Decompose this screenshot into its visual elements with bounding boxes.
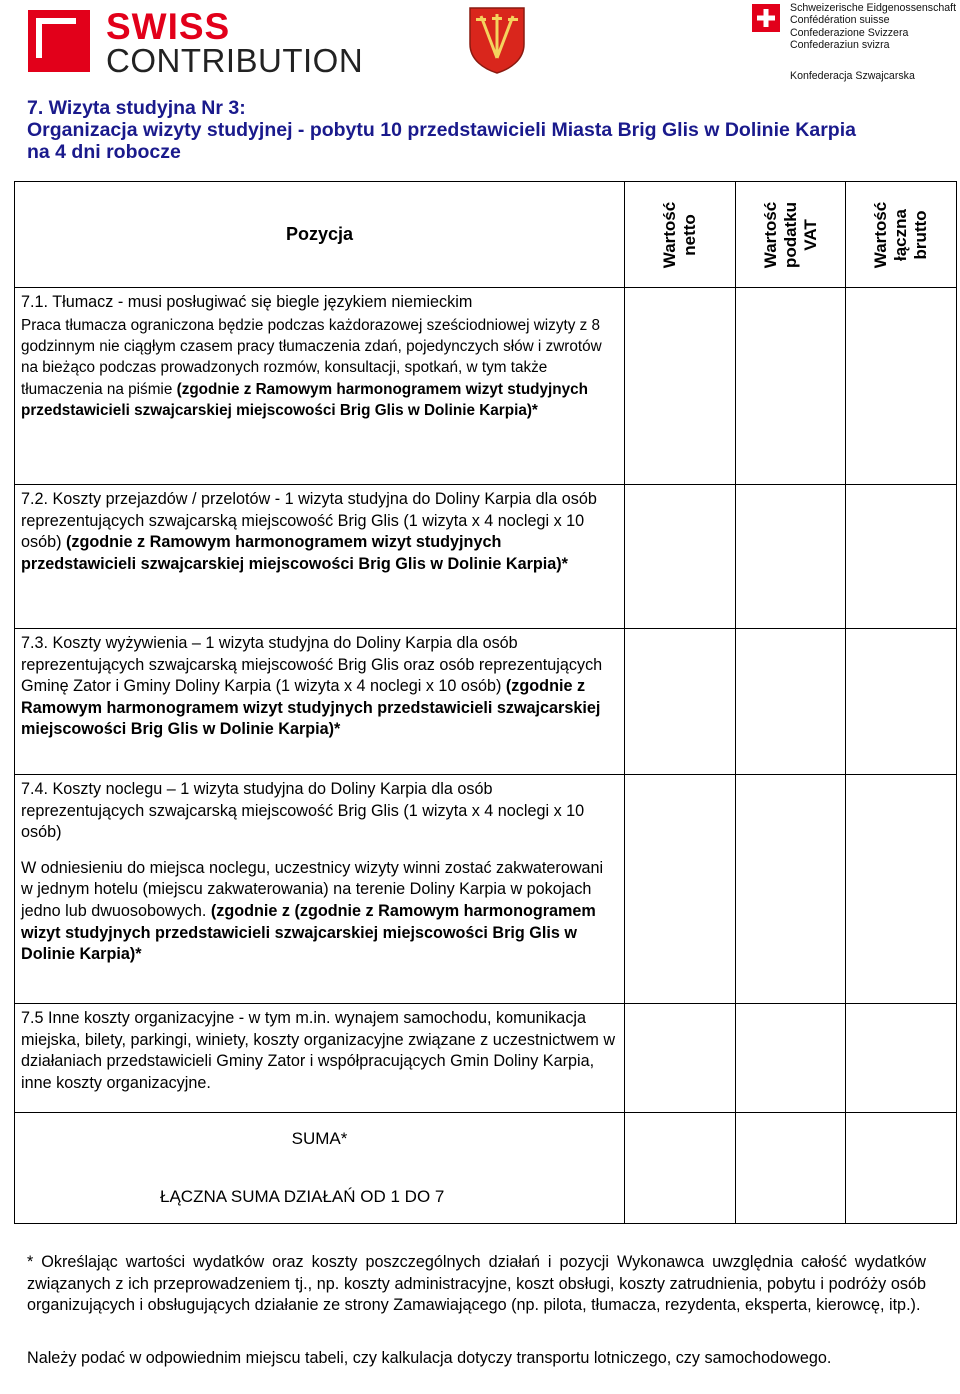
row-7-2-bold: (zgodnie z Ramowym harmonogramem wizyt studyjnych przedstawicieli szwajcarskiej miejscowości Brig Glis w Dolinie Karpia)* bbox=[21, 533, 568, 573]
sum-row bbox=[15, 1113, 957, 1224]
cell-vat-sum[interactable] bbox=[736, 1113, 846, 1224]
swiss-confederation-logo bbox=[752, 2, 958, 82]
col-header-vat bbox=[736, 182, 846, 288]
cost-table bbox=[14, 181, 957, 1224]
swiss-word: SWISS bbox=[106, 6, 231, 47]
row-7-4-plain2: W odniesieniu do miejsca noclegu, uczestnicy wizyty winni zostać zakwaterowani w jednym hotelu (miejscu zakwaterowania) na terenie Doliny Karpia w pokojach jedno lub dwuosobowych. bbox=[21, 858, 604, 920]
col-header-pozycja: Pozycja bbox=[15, 182, 625, 288]
heading-line-2: Organizacja wizyty studyjnej - pobytu 10 przedstawicieli Miasta Brig Glis w Dolinie Karpia bbox=[27, 119, 856, 141]
cell-netto-sum[interactable] bbox=[625, 1113, 736, 1224]
row-7-4-bold: (zgodnie z (zgodnie z Ramowym harmonogramem wizyt studyjnych przedstawicieli szwajcarskiej miejscowości Brig Glis w Dolinie Karpia)* bbox=[21, 901, 596, 964]
cell-vat[interactable] bbox=[736, 485, 846, 629]
header-netto-line2: netto bbox=[680, 213, 699, 256]
footnote-1: * Określając wartości wydatków oraz koszty poszczególnych działań i pozycji Wykonawca uwzględnia całość wydatków związanych z ich przeprowadzeniem tj., np. koszty administracyjne, koszt obsługi, koszty zatrudnienia, pobytu i podróży osób organizujących i obsługujących działanie ze strony Zamawiającego (np. pilota, tłumacza, rezydenta, eksperta, kierowcę, itp.). bbox=[27, 1253, 926, 1314]
row-7-2-text bbox=[15, 485, 624, 575]
row-7-4-plain: 7.4. Koszty noclegu – 1 wizyta studyjna do Doliny Karpia dla osób reprezentujących szwajcarską miejscowość Brig Glis (1 wizyta x 4 noclegi x 10 osób) bbox=[21, 780, 585, 842]
cell-netto[interactable] bbox=[625, 775, 736, 1004]
cell-brutto[interactable] bbox=[846, 629, 957, 775]
cell-netto[interactable] bbox=[625, 1004, 736, 1113]
row-7-3-bold: (zgodnie z Ramowym harmonogramem wizyt studyjnych przedstawicieli szwajcarskiej miejscowości Brig Glis w Dolinie Karpia)* bbox=[21, 677, 601, 739]
header-netto-line1: Wartość bbox=[660, 201, 679, 268]
table-header-row bbox=[15, 182, 957, 288]
swiss-contribution-logo bbox=[28, 6, 364, 79]
header-brutto-line3: brutto bbox=[911, 209, 930, 260]
cell-vat[interactable] bbox=[736, 288, 846, 485]
cell-vat[interactable] bbox=[736, 1004, 846, 1113]
cell-netto[interactable] bbox=[625, 288, 736, 485]
cell-brutto[interactable] bbox=[846, 288, 957, 485]
table-row bbox=[15, 288, 957, 485]
footnote-2: Należy podać w odpowiednim miejscu tabeli, czy kalkulacja dotyczy transportu lotniczego, czy samochodowego. bbox=[27, 1349, 832, 1367]
row-7-2-plain: 7.2. Koszty przejazdów / przelotów - 1 wizyta studyjna do Doliny Karpia dla osób reprezentujących szwajcarską miejscowość Brig Glis (1 wizyta x 4 noclegi x 10 osób) bbox=[21, 490, 597, 552]
row-7-1-text bbox=[15, 288, 624, 422]
confed-line-pl: Konfederacja Szwajcarska bbox=[790, 70, 915, 82]
suma-label: SUMA* bbox=[291, 1129, 348, 1148]
heading-line-1: 7. Wizyta studyjna Nr 3: bbox=[27, 97, 246, 119]
table-row bbox=[15, 1004, 957, 1113]
heading-line-3: na 4 dni robocze bbox=[27, 141, 181, 163]
table-row bbox=[15, 485, 957, 629]
table-row bbox=[15, 629, 957, 775]
coat-of-arms-icon bbox=[468, 6, 526, 74]
cell-netto[interactable] bbox=[625, 485, 736, 629]
row-7-1-note: Praca tłumacza ograniczona będzie podczas każdorazowej sześciodniowej wizyty z 8 godzinnym nie ciągłym czasem pracy tłumaczenia zdań, pojedynczych słów i zwrotów na bieżąco podczas prowadzonych rozmów, konsultacji, spotkań, w tym także tłumaczenia na piśmie bbox=[21, 316, 602, 398]
confed-line-rm: Confederaziun svizra bbox=[790, 39, 890, 52]
cell-brutto[interactable] bbox=[846, 775, 957, 1004]
cell-brutto[interactable] bbox=[846, 1004, 957, 1113]
total-label: ŁĄCZNA SUMA DZIAŁAŃ OD 1 DO 7 bbox=[160, 1187, 445, 1206]
header-vat-line1: Wartość bbox=[760, 201, 780, 268]
header-vat-line2: podatku bbox=[780, 201, 800, 268]
row-7-3-text bbox=[15, 629, 624, 741]
cell-brutto-sum[interactable] bbox=[846, 1113, 957, 1224]
row-7-4-text bbox=[15, 775, 624, 966]
confed-line-fr: Confédération suisse bbox=[790, 14, 890, 27]
contribution-word: CONTRIBUTION bbox=[106, 42, 364, 79]
cell-vat[interactable] bbox=[736, 629, 846, 775]
col-header-brutto bbox=[846, 182, 957, 288]
cell-brutto[interactable] bbox=[846, 485, 957, 629]
confed-line-it: Confederazione Svizzera bbox=[790, 26, 909, 39]
header-brutto-line2: łączna bbox=[891, 208, 910, 261]
header-brutto-line1: Wartość bbox=[871, 201, 890, 268]
row-7-3-plain: 7.3. Koszty wyżywienia – 1 wizyta studyjna do Doliny Karpia dla osób reprezentujących szwajcarską miejscowość Brig Glis oraz osób reprezentujących Gminę Zator i Gminy Doliny Karpia (1 wizyta x 4 noclegi x 10 osób) bbox=[21, 634, 603, 696]
confed-line-de: Schweizerische Eidgenossenschaft bbox=[790, 2, 957, 14]
swiss-cross-icon bbox=[752, 4, 780, 32]
header-vat-line3: VAT bbox=[800, 218, 820, 251]
confederation-names bbox=[790, 2, 956, 52]
row-7-1-bold: (zgodnie z Ramowym harmonogramem wizyt studyjnych przedstawicieli szwajcarskiej miejscowości Brig Glis w Dolinie Karpia)* bbox=[21, 380, 588, 420]
row-7-1-title: 7.1. Tłumacz - musi posługiwać się biegle językiem niemieckim bbox=[21, 293, 473, 311]
table-row bbox=[15, 775, 957, 1004]
swiss-contribution-mark-icon bbox=[28, 10, 90, 72]
cell-vat[interactable] bbox=[736, 775, 846, 1004]
col-header-netto bbox=[625, 182, 736, 288]
row-7-5-text: 7.5 Inne koszty organizacyjne - w tym m.in. wynajem samochodu, komunikacja miejska, bilety, parkingi, winiety, koszty organizacyjne związane z uczestnictwem w działaniach przedstawicieli Gminy Zator i współpracujących Gmin Doliny Karpia, inne koszty organizacyjne. bbox=[21, 1009, 616, 1092]
cell-netto[interactable] bbox=[625, 629, 736, 775]
section-heading bbox=[27, 97, 947, 163]
